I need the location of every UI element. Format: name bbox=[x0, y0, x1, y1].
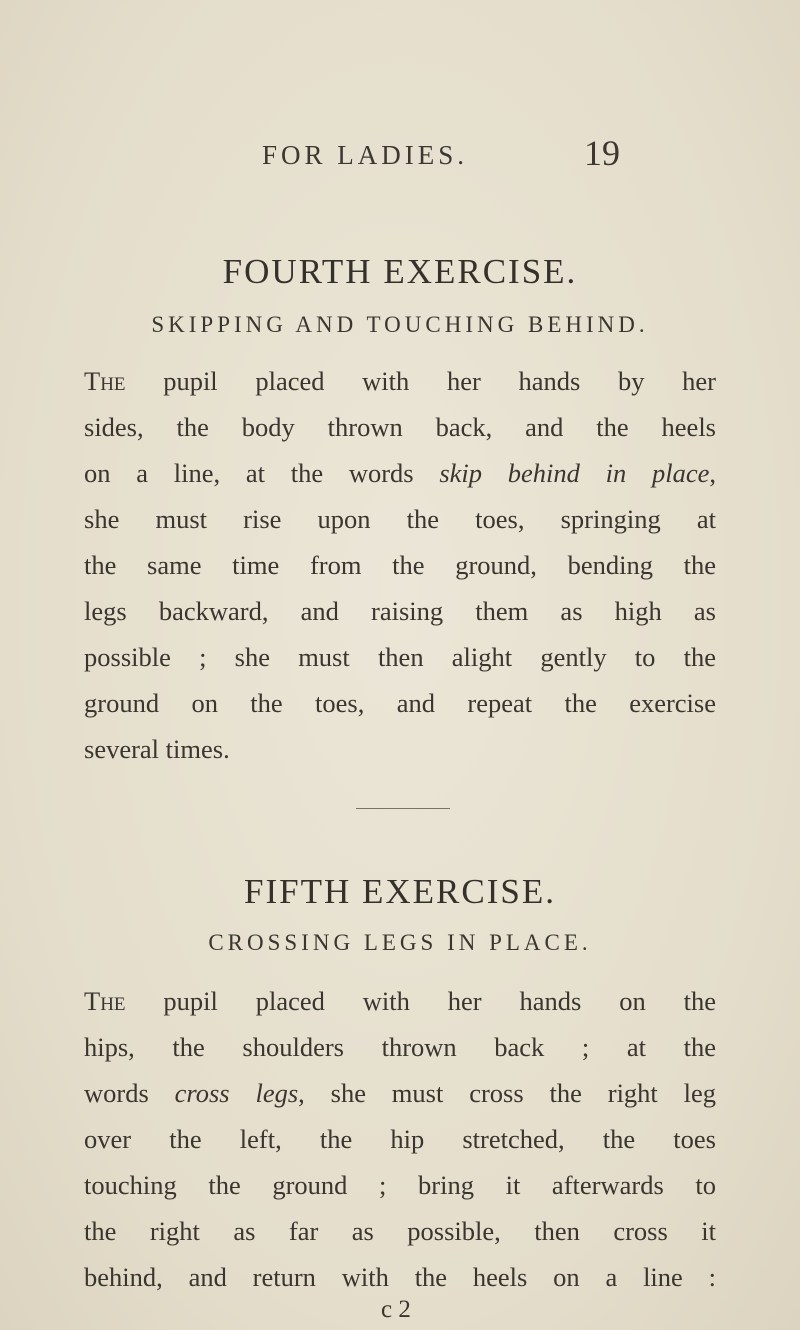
paragraph-line: the same time from the ground, bending the bbox=[84, 550, 716, 580]
running-head: FOR LADIES. bbox=[262, 140, 469, 170]
paragraph-line: hips, the shoulders thrown back ; at the bbox=[84, 1032, 716, 1062]
section-subheading-crossing: CROSSING LEGS IN PLACE. bbox=[208, 930, 592, 955]
paragraph-line: The pupil placed with her hands by her bbox=[84, 366, 716, 396]
paragraph-line: several times. bbox=[84, 734, 230, 764]
paragraph-line: words cross legs, she must cross the right leg bbox=[84, 1078, 717, 1108]
paragraph-line: legs backward, and raising them as high as bbox=[84, 596, 716, 626]
section-heading-fourth-exercise: FOURTH EXERCISE. bbox=[222, 252, 578, 291]
paragraph-line: sides, the body thrown back, and the heels bbox=[84, 412, 716, 442]
section-divider bbox=[356, 808, 450, 809]
signature-mark: c 2 bbox=[381, 1296, 411, 1323]
paragraph-line: touching the ground ; bring it afterwards to bbox=[84, 1170, 716, 1200]
section-heading-fifth-exercise: FIFTH EXERCISE. bbox=[244, 872, 556, 911]
paragraph-line: ground on the toes, and repeat the exercise bbox=[84, 688, 716, 718]
section-subheading-skipping: SKIPPING AND TOUCHING BEHIND. bbox=[151, 312, 649, 337]
page-number: 19 bbox=[584, 133, 620, 173]
paragraph-line: possible ; she must then alight gently to the bbox=[84, 642, 716, 672]
paragraph-line: behind, and return with the heels on a line : bbox=[84, 1262, 716, 1292]
paragraph-line: the right as far as possible, then cross it bbox=[84, 1216, 716, 1246]
paragraph-line: she must rise upon the toes, springing at bbox=[84, 504, 716, 534]
italic-command-line: on a line, at the words skip behind in place, bbox=[84, 458, 716, 488]
paragraph-line: over the left, the hip stretched, the toes bbox=[84, 1124, 716, 1154]
paragraph-line bbox=[84, 460, 716, 487]
paragraph-line: The pupil placed with her hands on the bbox=[84, 986, 716, 1016]
